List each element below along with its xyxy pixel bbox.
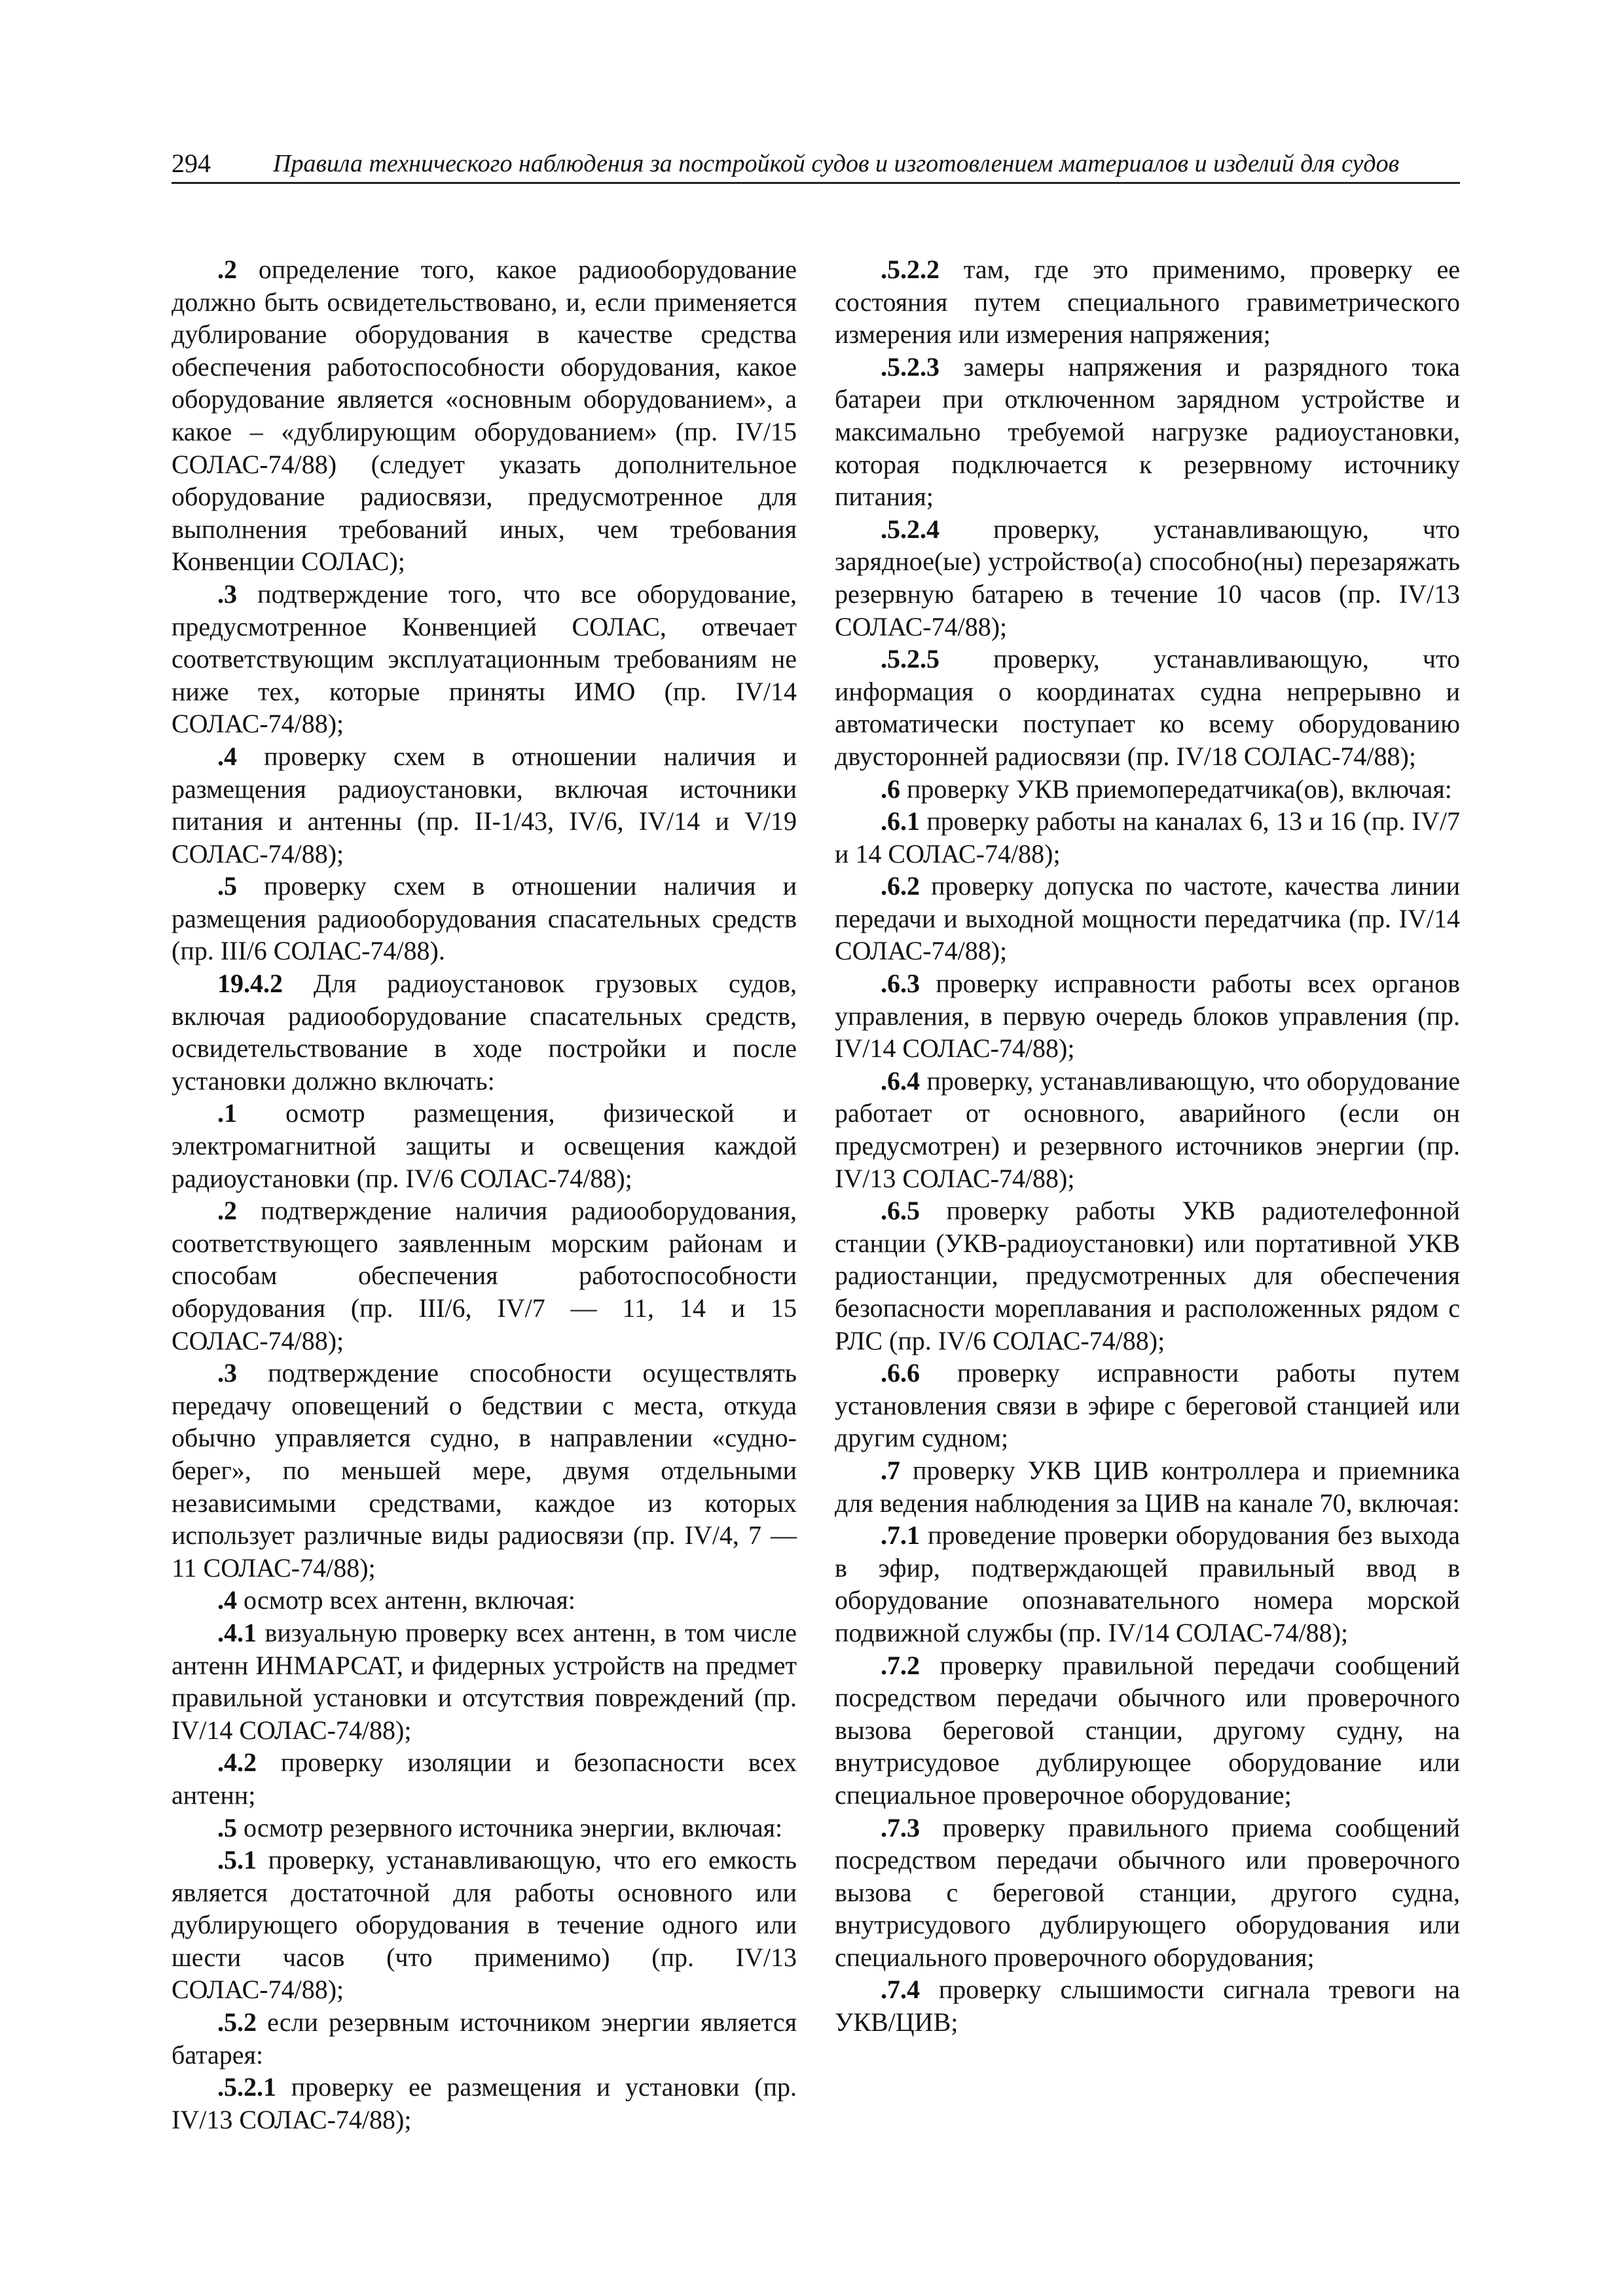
clause-text: там, где это применимо, проверку ее состояния путем специального гравиметрического измерения или измерения напряжения; (835, 255, 1460, 350)
paragraph (172, 1357, 797, 1584)
clause-text: Для радиоустановок грузовых судов, включая радиооборудование спасательных средств, освидетельствование в ходе постройки и после установки должно включать: (172, 969, 797, 1096)
paragraph (172, 578, 797, 740)
clause-text: подтверждение способности осуществлять передачу оповещений о бедствии с места, откуда обычно управляется судно, в направлении «судно-берег», по меньшей мере, двумя отдельными независимыми средствами, каждое из которых использует различные виды радиосвязи (пр. IV/4, 7 — 11 СОЛАС-74/88); (172, 1358, 797, 1583)
clause-text: замеры напряжения и разрядного тока батареи при отключенном зарядном устройстве и максимально требуемой нагрузке радиоустановки, которая подключается к резервному источнику питания; (835, 351, 1460, 512)
clause-number: .1 (217, 1098, 237, 1128)
paragraph (172, 1812, 797, 1844)
clause-text: осмотр резервного источника энергии, включая: (237, 1812, 783, 1842)
paragraph (172, 1097, 797, 1194)
clause-number: .6.2 (881, 871, 920, 901)
clause-text: визуальную проверку всех антенн, в том числе антенн ИНМАРСАТ, и фидерных устройств на предмет правильной установки и отсутствия повреждений (пр. IV/14 СОЛАС-74/88); (172, 1617, 797, 1745)
paragraph (172, 967, 797, 1097)
clause-number: .4 (217, 1585, 237, 1615)
clause-text: проверку изоляции и безопасности всех антенн; (172, 1748, 797, 1810)
paragraph (835, 1649, 1460, 1812)
clause-number: .5 (217, 1812, 237, 1842)
clause-text: проведение проверки оборудования без выхода в эфир, подтверждающей правильный ввод в оборудование опознавательного номера морской подвижной службы (пр. IV/14 СОЛАС-74/88); (835, 1520, 1460, 1647)
clause-number: .7 (881, 1455, 900, 1485)
paragraph (172, 1194, 797, 1357)
paragraph (835, 1065, 1460, 1194)
paragraph (835, 351, 1460, 513)
right-column (835, 253, 1460, 2039)
clause-number: .7.2 (881, 1650, 920, 1680)
paragraph (835, 253, 1460, 351)
paragraph (835, 1194, 1460, 1357)
clause-number: .5.2.1 (217, 2072, 276, 2102)
clause-text: проверку, устанавливающую, что оборудование работает от основного, аварийного (если он предусмотрен) и резервного источников энергии (пр. IV/13 СОЛАС-74/88); (835, 1066, 1460, 1193)
paragraph (835, 513, 1460, 643)
paragraph (835, 643, 1460, 772)
paragraph (835, 773, 1460, 806)
clause-text: если резервным источником энергии является батарея: (172, 2007, 797, 2070)
clause-text: осмотр всех антенн, включая: (237, 1585, 575, 1615)
clause-number: 19.4.2 (217, 969, 283, 999)
left-column (172, 253, 797, 2136)
clause-number: .5.1 (217, 1845, 257, 1875)
clause-number: .4 (217, 741, 237, 771)
paragraph (835, 1357, 1460, 1454)
paragraph (172, 1746, 797, 1811)
clause-number: .5.2.3 (881, 351, 939, 382)
clause-text: проверку УКВ приемопередатчика(ов), включая: (900, 774, 1452, 804)
clause-text: проверку, устанавливающую, что его емкость является достаточной для работы основного или дублирующего оборудования в течение одного или шести часов (что применимо) (пр. IV/13 СОЛАС-74/88); (172, 1845, 797, 2005)
running-title: Правила технического наблюдения за постройкой судов и изготовлением материалов и изделий для судов (273, 150, 1400, 177)
clause-number: .7.1 (881, 1520, 920, 1551)
paragraph (835, 967, 1460, 1065)
clause-number: .6 (881, 774, 900, 804)
clause-text: проверку слышимости сигнала тревоги на УКВ/ЦИВ; (835, 1975, 1460, 2037)
paragraph (835, 1973, 1460, 2038)
page-header (172, 145, 1460, 184)
clause-text: проверку работы на каналах 6, 13 и 16 (пр. IV/7 и 14 СОЛАС-74/88); (835, 806, 1460, 869)
clause-text: проверку УКВ ЦИВ контроллера и приемника для ведения наблюдения за ЦИВ на канале 70, включая: (835, 1455, 1460, 1518)
paragraph (172, 253, 797, 578)
clause-text: осмотр размещения, физической и электромагнитной защиты и освещения каждой радиоустановки (пр. IV/6 СОЛАС-74/88); (172, 1098, 797, 1193)
clause-number: .3 (217, 579, 237, 609)
paragraph (835, 1454, 1460, 1519)
clause-text: проверку допуска по частоте, качества линии передачи и выходной мощности передатчика (пр. IV/14 СОЛАС-74/88); (835, 871, 1460, 966)
paragraph (835, 805, 1460, 870)
clause-text: проверку схем в отношении наличия и размещения радиоустановки, включая источники питания и антенны (пр. II-1/43, IV/6, IV/14 и V/19 СОЛАС-74/88); (172, 741, 797, 869)
paragraph (172, 870, 797, 967)
clause-number: .2 (217, 255, 237, 284)
clause-text: проверку правильной передачи сообщений посредством передачи обычного или проверочного вызова береговой станции, другому судну, на внутрисудовое дублирующее оборудование или специальное проверочное оборудование; (835, 1650, 1460, 1810)
clause-number: .4.2 (217, 1748, 257, 1778)
clause-number: .6.4 (881, 1066, 920, 1096)
clause-number: .5.2.5 (881, 644, 939, 674)
clause-number: .6.1 (881, 806, 920, 836)
clause-text: проверку исправности работы всех органов управления, в первую очередь блоков управления (пр. IV/14 СОЛАС-74/88); (835, 969, 1460, 1064)
clause-number: .4.1 (217, 1617, 257, 1647)
clause-number: .2 (217, 1196, 237, 1226)
paragraph (835, 870, 1460, 967)
clause-text: проверку схем в отношении наличия и размещения радиооборудования спасательных средств (пр. III/6 СОЛАС-74/88). (172, 871, 797, 966)
paragraph (172, 740, 797, 870)
paragraph (172, 2071, 797, 2136)
clause-text: проверку, устанавливающую, что зарядное(ые) устройство(а) способно(ны) перезаряжать резервную батарею в течение 10 часов (пр. IV/13 СОЛАС-74/88); (835, 514, 1460, 641)
clause-text: подтверждение того, что все оборудование, предусмотренное Конвенцией СОЛАС, отвечает соответствующим эксплуатационным требованиям не ниже тех, которые приняты ИМО (пр. IV/14 СОЛАС-74/88); (172, 579, 797, 739)
clause-number: .5.2 (217, 2007, 257, 2037)
clause-text: подтверждение наличия радиооборудования, соответствующего заявленным морским районам и способам обеспечения работоспособности оборудования (пр. III/6, IV/7 — 11, 14 и 15 СОЛАС-74/88); (172, 1196, 797, 1355)
clause-number: .7.3 (881, 1812, 920, 1842)
page-number: 294 (172, 149, 211, 178)
paragraph (172, 1617, 797, 1746)
paragraph (835, 1812, 1460, 1974)
clause-number: .5 (217, 871, 237, 901)
clause-text: проверку, устанавливающую, что информация о координатах судна непрерывно и автоматически поступает ко всему оборудованию двусторонней радиосвязи (пр. IV/18 СОЛАС-74/88); (835, 644, 1460, 771)
clause-number: .6.6 (881, 1358, 920, 1388)
clause-number: .6.3 (881, 969, 920, 999)
paragraph (172, 1584, 797, 1617)
clause-number: .5.2.2 (881, 255, 939, 284)
clause-number: .7.4 (881, 1975, 920, 2005)
clause-text: проверку исправности работы путем установления связи в эфире с береговой станцией или другим судном; (835, 1358, 1460, 1453)
paragraph (835, 1519, 1460, 1649)
clause-text: определение того, какое радиооборудование должно быть освидетельствовано, и, если применяется дублирование оборудования в качестве средства обеспечения работоспособности оборудования, какое оборудование является «основным оборудованием», а какое – «дублирующим оборудованием» (пр. IV/15 СОЛАС-74/88) (следует указать дополнительное оборудование радиосвязи, предусмотренное для выполнения требований иных, чем требования Конвенции СОЛАС); (172, 255, 797, 577)
clause-text: проверку работы УКВ радиотелефонной станции (УКВ-радиоустановки) или портативной УКВ радиостанции, предусмотренных для обеспечения безопасности мореплавания и расположенных рядом с РЛС (пр. IV/6 СОЛАС-74/88); (835, 1196, 1460, 1355)
clause-text: проверку правильного приема сообщений посредством передачи обычного или проверочного вызова с береговой станции, другого судна, внутрисудового дублирующего оборудования или специального проверочного оборудования; (835, 1812, 1460, 1972)
clause-number: .6.5 (881, 1196, 920, 1226)
paragraph (172, 1844, 797, 2006)
clause-number: .3 (217, 1358, 237, 1388)
clause-text: проверку ее размещения и установки (пр. IV/13 СОЛАС-74/88); (172, 2072, 797, 2134)
clause-number: .5.2.4 (881, 514, 939, 544)
paragraph (172, 2006, 797, 2071)
